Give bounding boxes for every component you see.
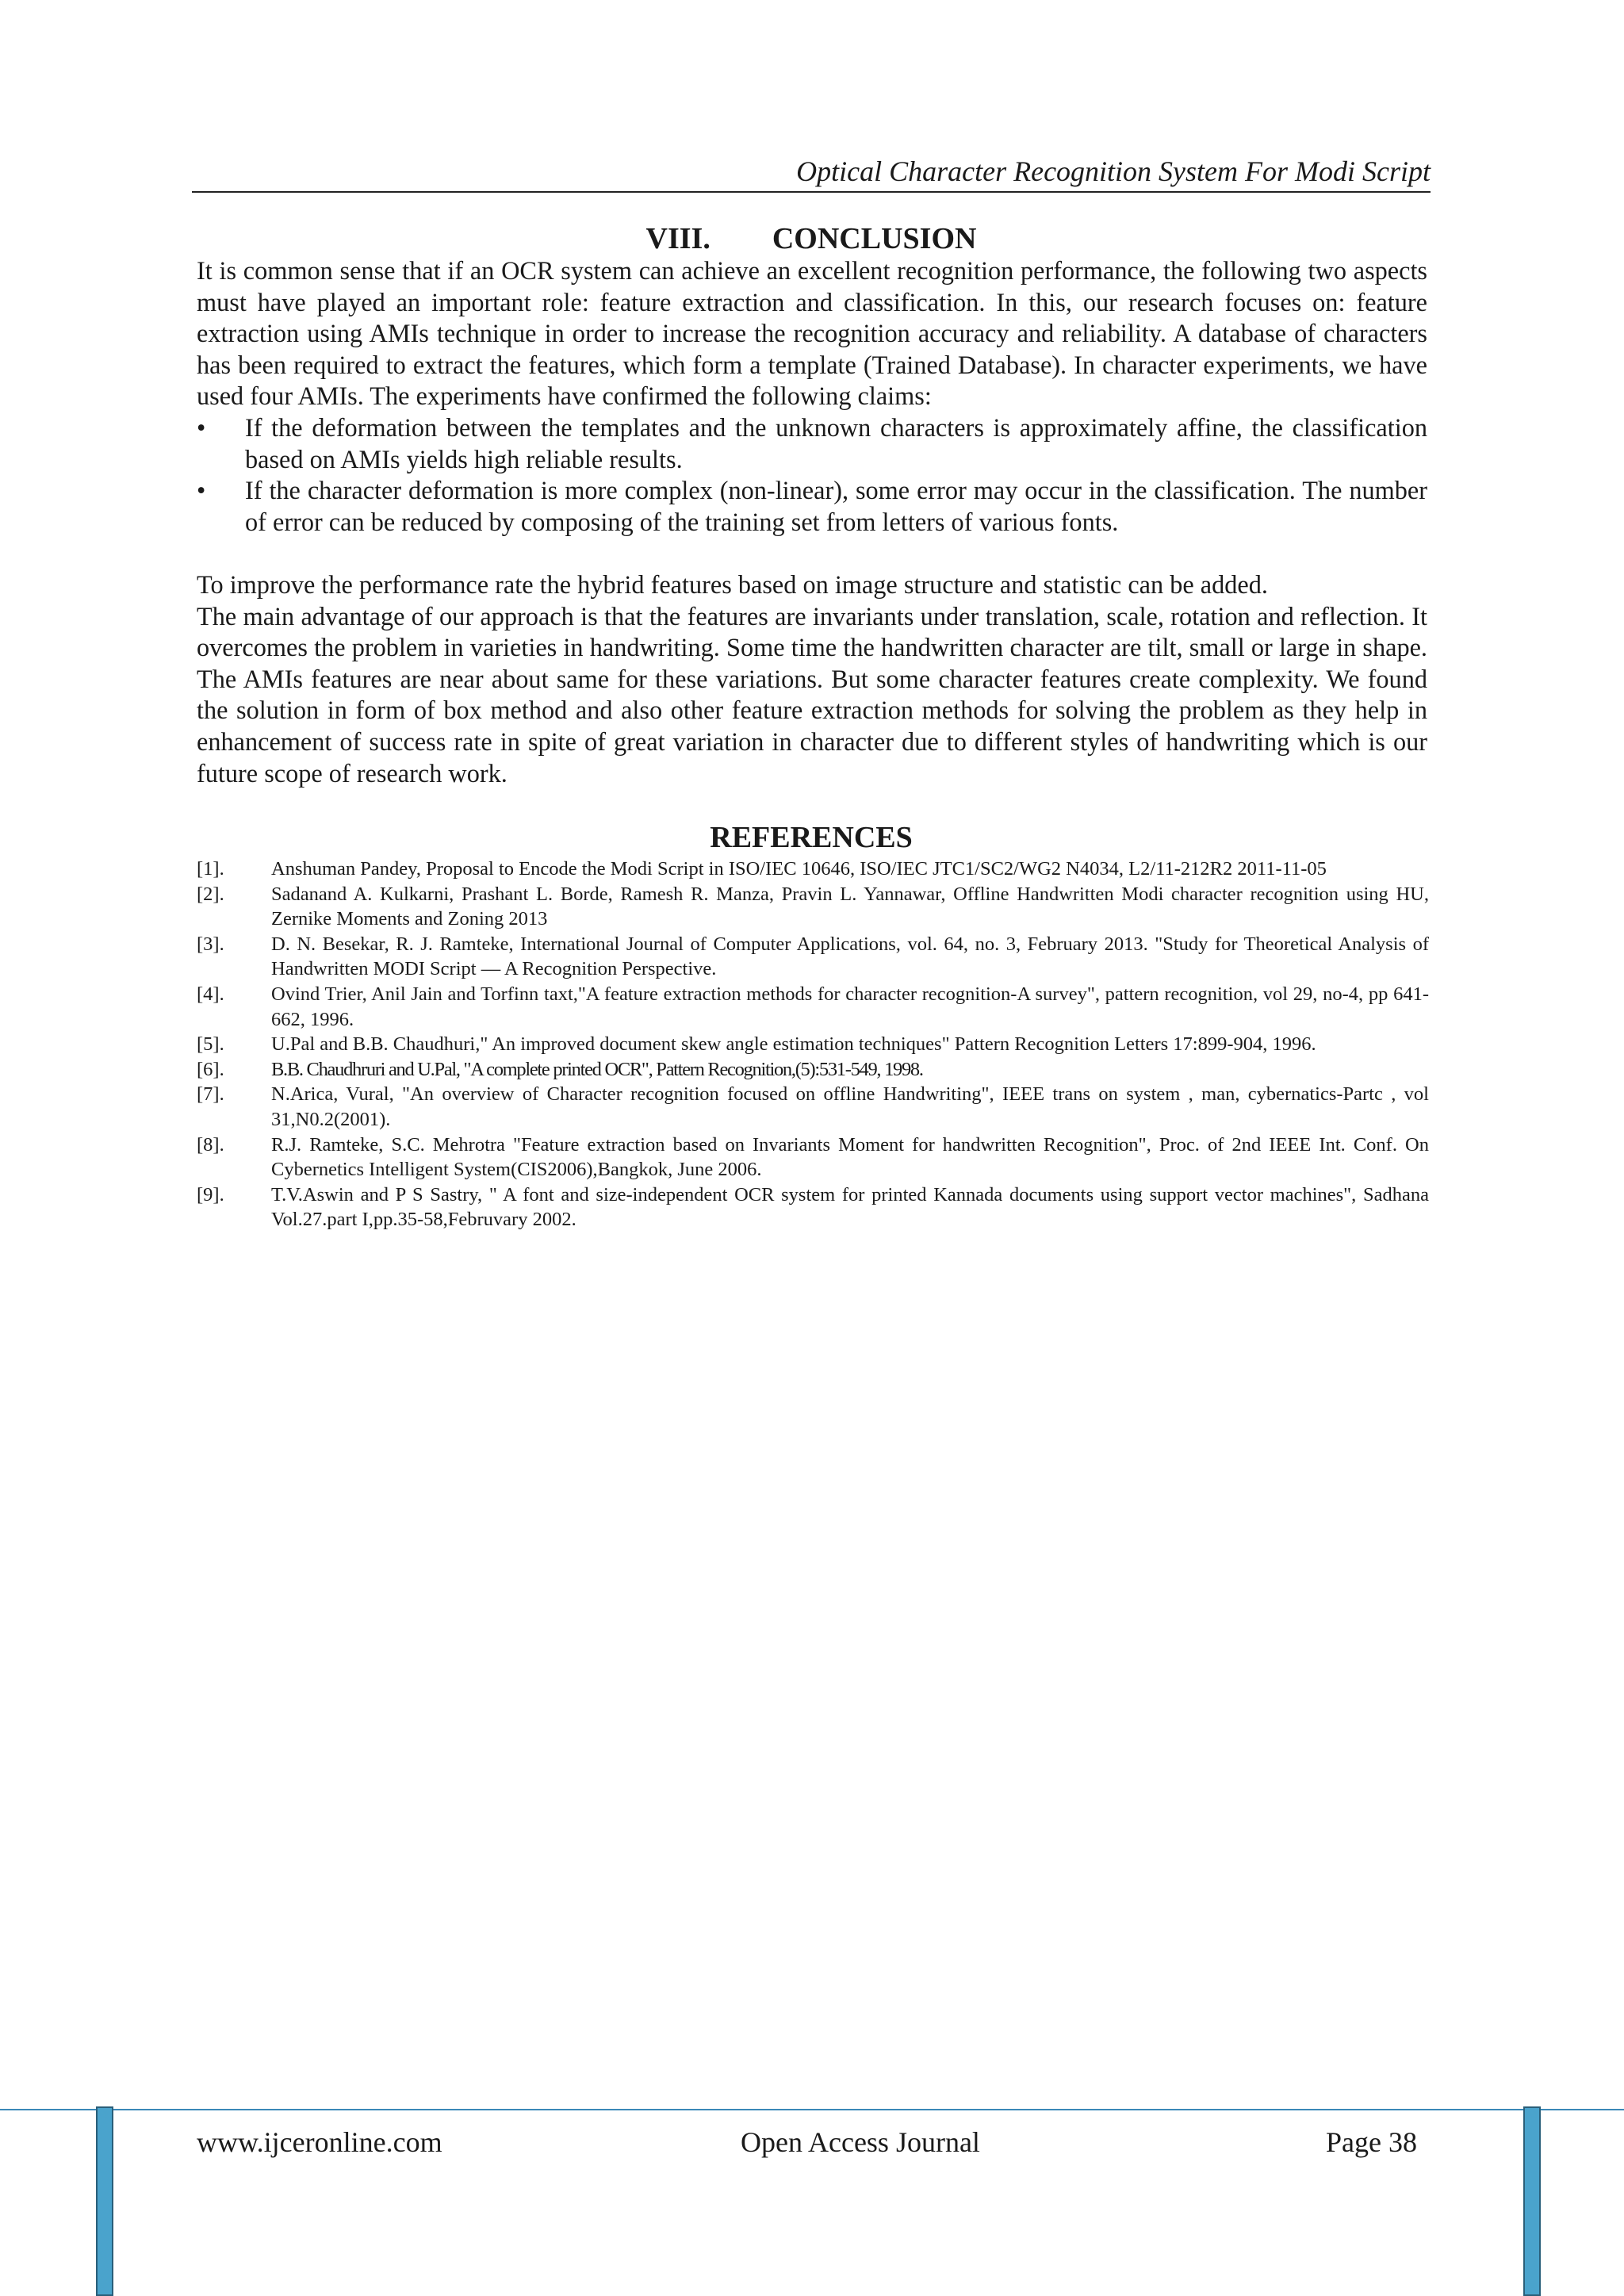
bullet-marker: • bbox=[197, 412, 206, 442]
reference-number: [5]. bbox=[197, 1033, 224, 1056]
claim-text: If the character deformation is more complex (non-linear), some error may occur in the classification. The number of error can be reduced by composing of the training set from letters of various fonts. bbox=[245, 476, 1427, 536]
reference-number: [1]. bbox=[197, 858, 224, 880]
running-header: Optical Character Recognition System For Modi Script bbox=[796, 155, 1431, 187]
reference-item bbox=[197, 1057, 1429, 1083]
reference-text: B.B. Chaudhruri and U.Pal, "A complete printed OCR", Pattern Recognition,(5):531-549, 1998. bbox=[271, 1058, 923, 1080]
reference-number: [9]. bbox=[197, 1183, 224, 1205]
section-number: VIII. bbox=[645, 222, 710, 255]
bullet-marker: • bbox=[197, 476, 206, 505]
reference-number: [4]. bbox=[197, 983, 224, 1005]
improvement-paragraph: To improve the performance rate the hybrid features based on image structure and statistic can be added. bbox=[197, 570, 1268, 599]
claim-item bbox=[197, 475, 1427, 538]
footer-page-number: Page 38 bbox=[1326, 2126, 1417, 2158]
conclusion-intro-block bbox=[197, 255, 1427, 538]
reference-number: [8]. bbox=[197, 1133, 224, 1156]
reference-text: N.Arica, Vural, "An overview of Character recognition focused on offline Handwriting", IEEE trans on system , man, cybernatics-Partc , vol 31,N0.2(2001). bbox=[271, 1083, 1429, 1130]
claim-item bbox=[197, 412, 1427, 475]
header-rule bbox=[192, 191, 1431, 193]
reference-item bbox=[197, 857, 1429, 882]
reference-text: Ovind Trier, Anil Jain and Torfinn taxt,"A feature extraction methods for character recognition-A survey", pattern recognition, vol 29, no-4, pp 641-662, 1996. bbox=[271, 983, 1429, 1030]
conclusion-closing-block bbox=[197, 569, 1427, 789]
conclusion-intro-paragraph: It is common sense that if an OCR system can achieve an excellent recognition performance, the following two aspects must have played an important role: feature extraction and classification. In this, our research focuses on: feature extraction using AMIs technique in order to increase the recognition accuracy and reliability. A database of characters has been required to extract the features, which form a template (Trained Database). In character experiments, we have used four AMIs. The experiments have confirmed the following claims: bbox=[197, 256, 1427, 411]
reference-text: Sadanand A. Kulkarni, Prashant L. Borde, Ramesh R. Manza, Pravin L. Yannawar, Offline Handwritten Modi character recognition using HU, Zernike Moments and Zoning 2013 bbox=[271, 883, 1429, 930]
reference-item bbox=[197, 982, 1429, 1032]
references-list bbox=[197, 857, 1429, 1232]
conclusion-heading bbox=[192, 220, 1431, 257]
reference-number: [2]. bbox=[197, 883, 224, 905]
footer-bar-left bbox=[96, 2106, 113, 2296]
reference-text: T.V.Aswin and P S Sastry, " A font and size-independent OCR system for printed Kannada documents using support vector machines", Sadhana Vol.27.part I,pp.35-58,Februvary 2002. bbox=[271, 1183, 1429, 1231]
footer-journal: Open Access Journal bbox=[741, 2126, 980, 2158]
references-heading: REFERENCES bbox=[710, 821, 913, 854]
reference-item bbox=[197, 882, 1429, 932]
reference-item bbox=[197, 932, 1429, 982]
reference-text: R.J. Ramteke, S.C. Mehrotra "Feature extraction based on Invariants Moment for handwritten Recognition", Proc. of 2nd IEEE Int. Conf. On Cybernetics Intelligent System(CIS2006),Bangkok, June 2006. bbox=[271, 1133, 1429, 1181]
reference-number: [7]. bbox=[197, 1083, 224, 1106]
reference-number: [3]. bbox=[197, 933, 224, 955]
reference-item bbox=[197, 1133, 1429, 1182]
footer-bar-right bbox=[1523, 2106, 1541, 2296]
reference-item bbox=[197, 1082, 1429, 1132]
reference-item bbox=[197, 1032, 1429, 1057]
reference-text: D. N. Besekar, R. J. Ramteke, International Journal of Computer Applications, vol. 64, no. 3, February 2013. "Study for Theoretical Analysis of Handwritten MODI Script — A Recognition Perspective. bbox=[271, 933, 1429, 980]
section-title: CONCLUSION bbox=[772, 222, 977, 255]
reference-item bbox=[197, 1182, 1429, 1232]
claim-text: If the deformation between the templates and the unknown characters is approximately affine, the classification based on AMIs yields high reliable results. bbox=[245, 412, 1427, 473]
footer-rule bbox=[0, 2109, 1624, 2110]
reference-text: U.Pal and B.B. Chaudhuri," An improved document skew angle estimation techniques" Pattern Recognition Letters 17:899-904, 1996. bbox=[271, 1033, 1316, 1056]
footer-website: www.ijceronline.com bbox=[197, 2126, 442, 2158]
reference-number: [6]. bbox=[197, 1058, 224, 1080]
reference-text: Anshuman Pandey, Proposal to Encode the Modi Script in ISO/IEC 10646, ISO/IEC JTC1/SC2/WG2 N4034, L2/11-212R2 2011-11-05 bbox=[271, 858, 1327, 880]
claims-list bbox=[197, 412, 1427, 538]
advantage-paragraph: The main advantage of our approach is that the features are invariants under translation, scale, rotation and reflection. It overcomes the problem in varieties in handwriting. Some time the handwritten character are tilt, small or large in shape. The AMIs features are near about same for these variations. But some character features create complexity. We found the solution in form of box method and also other feature extraction methods for solving the problem as they help in enhancement of success rate in spite of great variation in character due to different styles of handwriting which is our future scope of research work. bbox=[197, 601, 1427, 788]
